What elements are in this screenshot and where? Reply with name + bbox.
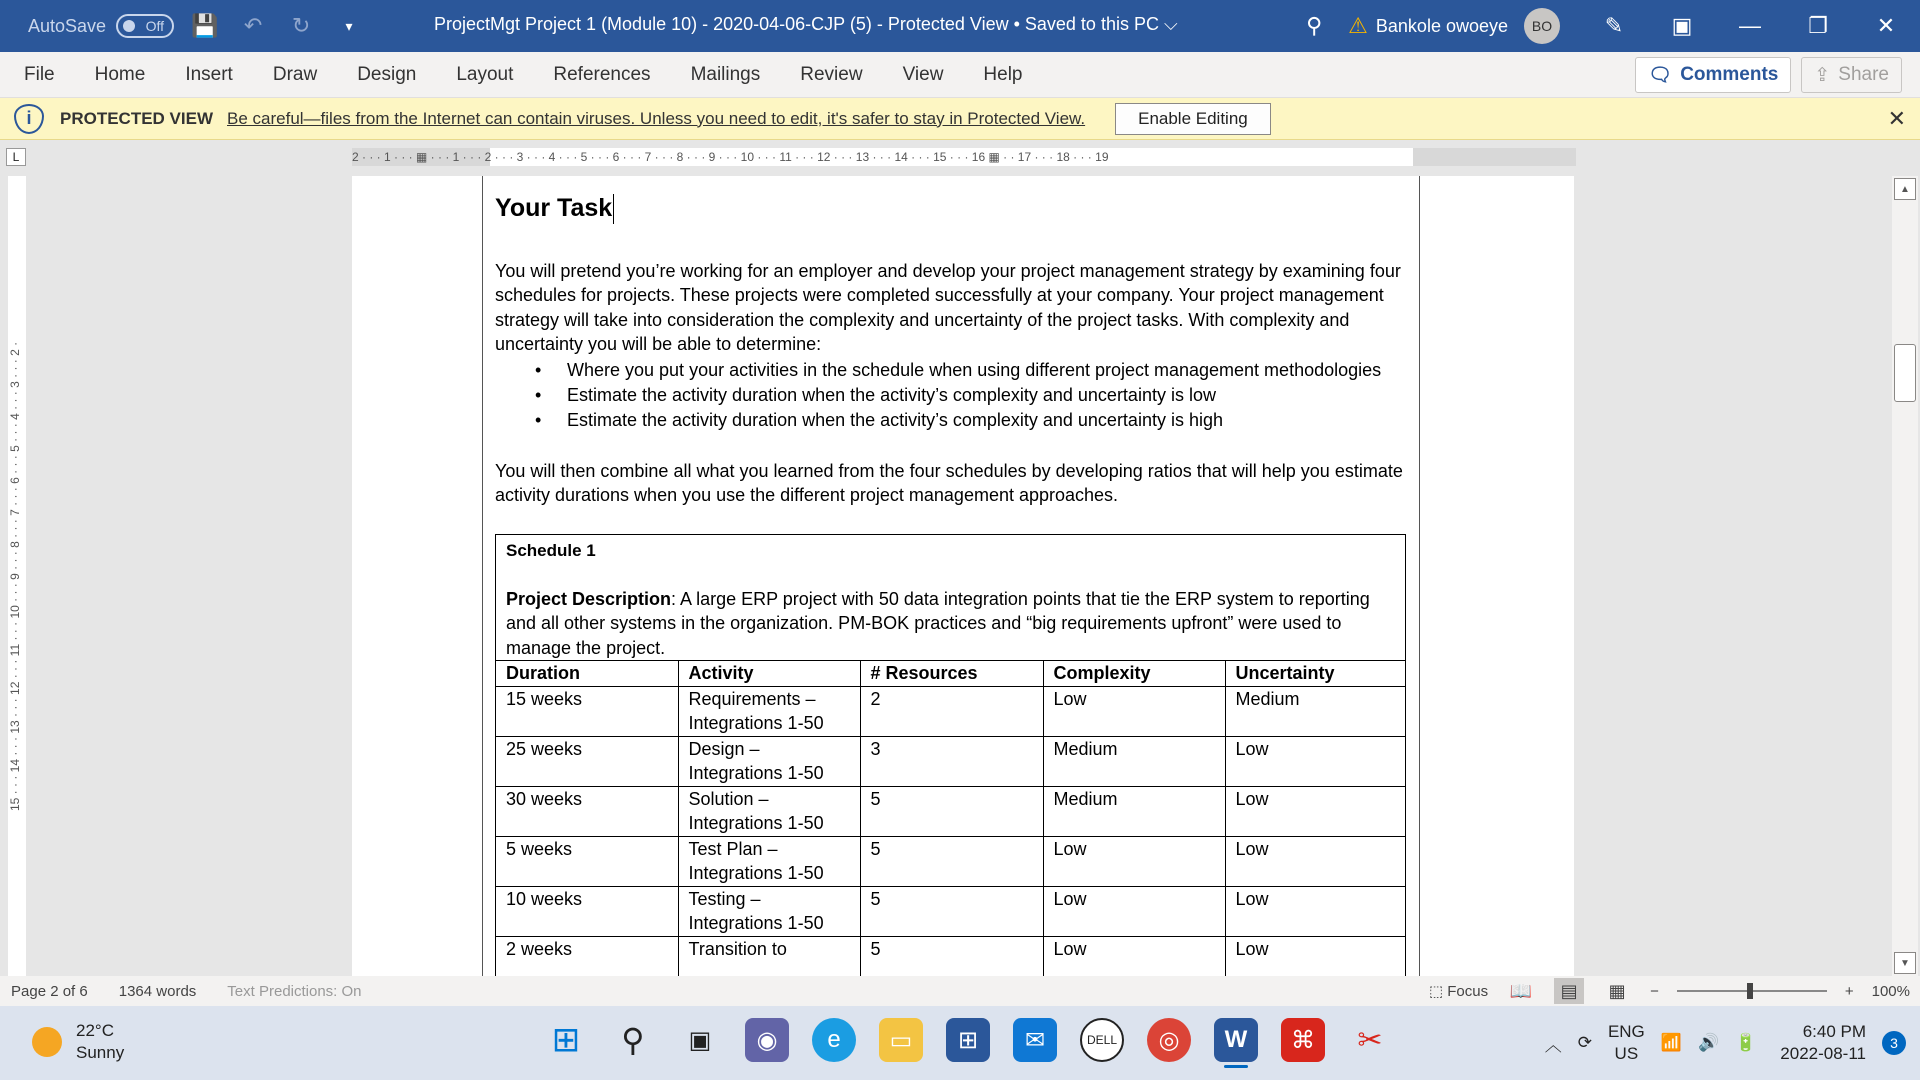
intro-paragraph[interactable]: You will pretend you’re working for an employer and develop your project management strategy by examining four schedules for projects. These projects were completed successfully at your company. Your project management strategy will take into consideration the complexity and uncertainty of the project tasks. With complexity and uncertainty you will be able to determine: xyxy=(495,261,1401,355)
table-cell[interactable]: Low xyxy=(1225,886,1405,936)
table-cell[interactable]: Low xyxy=(1225,736,1405,786)
volume-icon[interactable]: 🔊 xyxy=(1697,1033,1720,1052)
list-item[interactable]: • Estimate the activity duration when the activity’s complexity and uncertainty is high xyxy=(535,408,1415,432)
share-label: Share xyxy=(1838,64,1889,85)
heading-text: Your Task xyxy=(495,194,613,222)
list-item[interactable]: • Where you put your activities in the schedule when using different project management methodologies xyxy=(535,358,1415,382)
table-cell[interactable]: Medium xyxy=(1043,786,1225,836)
tab-design[interactable]: Design xyxy=(357,63,417,85)
mail-icon[interactable]: ✉ xyxy=(1013,1018,1057,1062)
minimize-button[interactable]: — xyxy=(1739,13,1761,38)
table-row xyxy=(496,736,1405,786)
outro-paragraph[interactable]: You will then combine all what you learned from the four schedules by developing ratios that will help you estimate activity durations when you use the different project management approaches. xyxy=(495,460,1403,506)
tab-home[interactable]: Home xyxy=(94,63,146,85)
chevron-up-icon[interactable]: ︿ xyxy=(1544,1035,1562,1055)
comments-label: Comments xyxy=(1680,64,1779,85)
redo-icon[interactable]: ↻ xyxy=(291,13,311,38)
weather-widget[interactable] xyxy=(32,1020,124,1064)
undo-icon[interactable]: ↶ xyxy=(243,13,263,38)
keyboard-region: US xyxy=(1614,1044,1639,1063)
language-indicator[interactable] xyxy=(1608,1021,1645,1065)
status-bar xyxy=(0,976,1920,1006)
snipping-tool-icon[interactable]: ✂ xyxy=(1357,1023,1383,1057)
table-row xyxy=(496,886,1405,936)
column-header[interactable]: Uncertainty xyxy=(1225,661,1405,686)
schedule-title[interactable]: Schedule 1 xyxy=(506,540,596,560)
shield-info-icon: i xyxy=(14,104,44,134)
tab-draw[interactable]: Draw xyxy=(272,63,318,85)
weather-condition: Sunny xyxy=(76,1043,125,1062)
focus-icon: ⬚ xyxy=(1428,983,1444,1000)
search-icon[interactable]: ⚲ xyxy=(1306,13,1323,38)
dell-icon[interactable]: DELL xyxy=(1080,1018,1124,1062)
tab-review[interactable]: Review xyxy=(800,63,863,85)
document-body[interactable] xyxy=(495,176,1415,976)
table-header-row xyxy=(496,661,1405,686)
teams-chat-icon[interactable]: ◉ xyxy=(745,1018,789,1062)
ribbon-tabs xyxy=(0,52,1920,98)
tab-help[interactable]: Help xyxy=(983,63,1023,85)
battery-icon[interactable]: 🔋 xyxy=(1735,1033,1757,1052)
table-cell[interactable]: 5 xyxy=(860,836,1043,886)
save-icon[interactable]: 💾 xyxy=(191,13,219,38)
protected-view-title: PROTECTED VIEW xyxy=(60,108,214,128)
vertical-ruler[interactable]: 15 · · · 14 · · · 13 · · · 12 · · · 11 · · · 10 · · · 9 · · · 8 · · · 7 · · · 6 · · · 5 · · · 4 · · · 3 · · · 2 · xyxy=(8,341,22,811)
read-mode-icon[interactable]: 📖 xyxy=(1509,980,1533,1001)
table-cell[interactable]: Requirements – Integrations 1-50 xyxy=(678,686,860,736)
clock-date: 2022-08-11 xyxy=(1780,1044,1866,1063)
close-icon[interactable]: ✕ xyxy=(1887,106,1906,131)
enable-editing-button[interactable]: Enable Editing xyxy=(1115,103,1271,135)
scroll-up-button[interactable]: ▲ xyxy=(1894,178,1916,200)
user-name[interactable]: Bankole owoeye xyxy=(1375,15,1508,36)
avatar[interactable]: BO xyxy=(1524,8,1560,44)
table-cell[interactable]: Low xyxy=(1043,836,1225,886)
acrobat-icon[interactable]: ⌘ xyxy=(1281,1018,1325,1062)
close-button[interactable]: ✕ xyxy=(1876,13,1896,38)
table-cell[interactable]: 5 xyxy=(860,936,1043,976)
weather-text xyxy=(76,1020,124,1064)
pen-icon[interactable]: ✎ xyxy=(1604,13,1624,38)
table-row xyxy=(496,686,1405,736)
table-cell[interactable]: Design – Integrations 1-50 xyxy=(678,736,860,786)
column-header[interactable]: Duration xyxy=(496,661,678,686)
table-cell[interactable]: 5 xyxy=(860,886,1043,936)
scroll-down-button[interactable]: ▼ xyxy=(1894,952,1916,974)
protected-view-bar xyxy=(0,98,1920,140)
search-icon[interactable]: ⚲ xyxy=(621,1022,645,1058)
column-header[interactable]: Complexity xyxy=(1043,661,1225,686)
task-view-icon[interactable]: ▣ xyxy=(688,1026,712,1054)
schedule-box xyxy=(495,534,1406,976)
autosave-control[interactable] xyxy=(28,14,174,38)
vertical-scrollbar[interactable] xyxy=(1892,176,1918,976)
ribbon-display-icon[interactable]: ▣ xyxy=(1671,13,1693,38)
table-row xyxy=(496,936,1405,976)
windows-start-icon[interactable]: ⊞ xyxy=(551,1021,581,1059)
notification-badge[interactable]: 3 xyxy=(1882,1031,1906,1055)
chrome-icon[interactable]: ◎ xyxy=(1147,1018,1191,1062)
comment-icon: 🗨 xyxy=(1648,65,1673,86)
microsoft-store-icon[interactable]: ⊞ xyxy=(946,1018,990,1062)
text-predictions-status[interactable]: Text Predictions: On xyxy=(227,982,362,1000)
table-cell[interactable]: Transition to xyxy=(678,936,860,976)
system-tray xyxy=(1545,1006,1920,1080)
title-bar xyxy=(0,0,1920,52)
protected-view-message[interactable]: Be careful—files from the Internet can contain viruses. Unless you need to edit, it's safer to stay in Protected View. xyxy=(227,108,1086,128)
table-cell[interactable]: 15 weeks xyxy=(496,686,678,736)
table-cell[interactable]: Low xyxy=(1225,936,1405,976)
bullet-list xyxy=(535,358,1415,433)
table-cell[interactable]: Medium xyxy=(1043,736,1225,786)
project-description[interactable] xyxy=(496,563,1405,660)
zoom-slider-thumb[interactable] xyxy=(1747,983,1753,999)
table-cell[interactable]: 3 xyxy=(860,736,1043,786)
table-cell[interactable]: 5 xyxy=(860,786,1043,836)
zoom-slider[interactable] xyxy=(1677,990,1827,992)
windows-taskbar xyxy=(0,1006,1920,1080)
word-icon[interactable]: W xyxy=(1214,1018,1258,1062)
heading[interactable] xyxy=(495,194,1415,240)
zoom-out-icon[interactable]: − xyxy=(1650,982,1659,1000)
table-cell[interactable]: Medium xyxy=(1225,686,1405,736)
table-cell[interactable]: Low xyxy=(1225,786,1405,836)
table-cell[interactable]: 5 weeks xyxy=(496,836,678,886)
document-page[interactable] xyxy=(352,176,1574,976)
table-cell[interactable]: 2 weeks xyxy=(496,936,678,976)
table-row xyxy=(496,836,1405,886)
share-icon: ⇪ xyxy=(1814,64,1831,86)
taskbar-apps xyxy=(544,1018,1392,1062)
clock[interactable] xyxy=(1780,1021,1866,1065)
clock-time: 6:40 PM xyxy=(1802,1022,1866,1041)
zoom-level[interactable]: 100% xyxy=(1871,982,1910,1000)
column-header[interactable]: # Resources xyxy=(860,661,1043,686)
status-bar-right xyxy=(1429,976,1910,1006)
description-label: Project Description xyxy=(506,589,672,610)
file-explorer-icon[interactable]: ▭ xyxy=(879,1018,923,1062)
column-header[interactable]: Activity xyxy=(678,661,860,686)
quick-access-toolbar xyxy=(0,13,420,39)
edge-browser-icon[interactable]: e xyxy=(812,1018,856,1062)
table-cell[interactable]: Test Plan – Integrations 1-50 xyxy=(678,836,860,886)
warning-icon[interactable]: ⚠ xyxy=(1348,13,1368,38)
page-border-right xyxy=(1419,176,1420,976)
table-cell[interactable]: Low xyxy=(1043,886,1225,936)
focus-button[interactable] xyxy=(1429,982,1488,1000)
sun-icon xyxy=(32,1027,62,1057)
table-cell[interactable]: Low xyxy=(1225,836,1405,886)
comments-button[interactable] xyxy=(1635,57,1791,93)
schedule-table xyxy=(496,660,1405,976)
table-cell[interactable]: 2 xyxy=(860,686,1043,736)
print-layout-icon[interactable]: ▤ xyxy=(1554,978,1584,1004)
customize-qat-icon[interactable]: ▾ xyxy=(345,17,353,34)
sync-icon[interactable]: ⟳ xyxy=(1577,1033,1592,1052)
autosave-label: AutoSave xyxy=(28,15,107,36)
tab-references[interactable]: References xyxy=(553,63,651,85)
title-bar-right xyxy=(1280,0,1920,52)
page-indicator[interactable]: Page 2 of 6 xyxy=(11,982,88,1000)
autosave-toggle[interactable]: Off xyxy=(116,14,174,38)
tab-layout[interactable]: Layout xyxy=(456,63,514,85)
zoom-in-icon[interactable]: + xyxy=(1844,982,1854,1000)
tab-insert[interactable]: Insert xyxy=(185,63,233,85)
document-title[interactable]: ProjectMgt Project 1 (Module 10) - 2020-04-06-CJP (5) - Protected View • Saved to this PC ⌵ xyxy=(434,14,1178,34)
wifi-icon[interactable]: 📶 xyxy=(1660,1033,1682,1052)
description-text: : A large ERP project with 50 data integration points that tie the ERP system to reporting and all other systems in the organization. PM-BOK practices and “big requirements upfront” were used to manage the project. xyxy=(506,589,1370,658)
table-cell[interactable]: 25 weeks xyxy=(496,736,678,786)
page-border-left xyxy=(482,176,483,976)
web-layout-icon[interactable]: ▦ xyxy=(1608,980,1626,1001)
tab-selector[interactable]: L xyxy=(6,148,26,166)
restore-button[interactable]: ❐ xyxy=(1808,13,1828,38)
table-cell[interactable]: Testing – Integrations 1-50 xyxy=(678,886,860,936)
tab-mailings[interactable]: Mailings xyxy=(690,63,761,85)
focus-label: Focus xyxy=(1447,983,1489,1000)
scroll-thumb[interactable] xyxy=(1894,344,1916,402)
table-cell[interactable]: Low xyxy=(1043,936,1225,976)
ribbon-right-buttons xyxy=(1635,57,1902,93)
table-cell[interactable]: Solution – Integrations 1-50 xyxy=(678,786,860,836)
list-item[interactable]: • Estimate the activity duration when the activity’s complexity and uncertainty is low xyxy=(535,383,1415,407)
share-button[interactable] xyxy=(1801,57,1902,93)
horizontal-ruler[interactable]: 2 · · · 1 · · · ▦ · · · 1 · · · 2 · · · 3 · · · 4 · · · 5 · · · 6 · · · 7 · · · 8 · · · 9 · · · 10 · · · 11 · · · 12 · · · 13 · · · 14 · · · 15 · · · 16 ▦ · · 17 · · · 18 · · · 19 xyxy=(352,150,1109,164)
word-count[interactable]: 1364 words xyxy=(118,982,197,1000)
tab-file[interactable]: File xyxy=(24,63,55,85)
tab-view[interactable]: View xyxy=(902,63,944,85)
text-cursor xyxy=(613,194,614,224)
language-code: ENG xyxy=(1607,1022,1645,1041)
table-cell[interactable]: 30 weeks xyxy=(496,786,678,836)
table-row xyxy=(496,786,1405,836)
table-cell[interactable]: Low xyxy=(1043,686,1225,736)
table-cell[interactable]: 10 weeks xyxy=(496,886,678,936)
temperature: 22°C xyxy=(76,1021,114,1040)
